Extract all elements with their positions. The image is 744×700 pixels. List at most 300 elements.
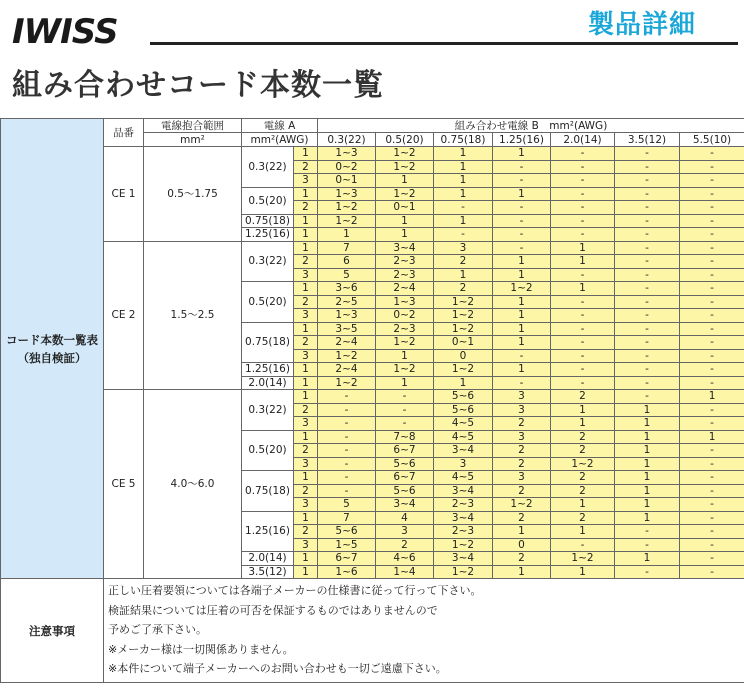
combo-count: -	[680, 282, 744, 296]
combo-count: -	[680, 201, 744, 215]
combo-count: 1~2	[376, 363, 434, 377]
combo-count: 1~3	[318, 147, 376, 161]
combo-count: -	[551, 309, 615, 323]
wire-a-count: 3	[294, 457, 318, 471]
note-line: ※メーカー様は一切関係ありません。	[108, 642, 294, 656]
combo-count: -	[680, 565, 744, 579]
wire-a-size: 0.3(22)	[242, 390, 294, 431]
combo-count: 1	[493, 322, 551, 336]
combo-count: 5~6	[434, 390, 493, 404]
combo-count: -	[318, 417, 376, 431]
combo-count: 5~6	[376, 457, 434, 471]
crimp-range: 1.5～2.5	[144, 241, 242, 390]
combo-count: 4~6	[376, 552, 434, 566]
combo-count: 2~3	[376, 322, 434, 336]
combo-count: -	[318, 403, 376, 417]
combo-count: -	[615, 565, 680, 579]
section-badge: 製品詳細	[588, 10, 697, 40]
combo-count: 1~2	[551, 457, 615, 471]
combo-count: 2~4	[376, 282, 434, 296]
combo-count: 0~1	[318, 174, 376, 188]
combo-count: -	[493, 376, 551, 390]
combo-count: 1	[376, 349, 434, 363]
combo-count: -	[615, 187, 680, 201]
combo-count: -	[680, 484, 744, 498]
combo-count: -	[615, 160, 680, 174]
combo-count: 1	[615, 430, 680, 444]
combo-count: -	[680, 322, 744, 336]
combo-count: 1~2	[434, 538, 493, 552]
combo-count: 1	[493, 295, 551, 309]
wire-a-count: 1	[294, 241, 318, 255]
page-title: 組み合わせコード本数一覧	[12, 68, 384, 103]
combo-count: 5~6	[318, 525, 376, 539]
crimp-range: 0.5～1.75	[144, 147, 242, 242]
combo-count: -	[493, 228, 551, 242]
combo-count: 1	[615, 471, 680, 485]
combo-count: 1	[551, 255, 615, 269]
combo-count: -	[615, 525, 680, 539]
wire-a-count: 1	[294, 376, 318, 390]
b-column-header: 5.5(10)	[680, 133, 744, 147]
combo-count: 2	[551, 430, 615, 444]
combo-count: 2	[434, 282, 493, 296]
combo-count: -	[493, 241, 551, 255]
wire-a-count: 1	[294, 187, 318, 201]
col-wire-a-unit: mm²(AWG)	[242, 133, 318, 147]
combo-count: -	[615, 322, 680, 336]
combo-count: -	[376, 390, 434, 404]
wire-a-count: 3	[294, 498, 318, 512]
combo-count: 1	[680, 430, 744, 444]
combo-count: 5~6	[376, 484, 434, 498]
combo-count: -	[376, 403, 434, 417]
combo-count: 1	[434, 376, 493, 390]
combo-count: 1	[434, 174, 493, 188]
combo-count: 1~3	[318, 309, 376, 323]
combo-count: -	[551, 201, 615, 215]
notes-row	[1, 579, 744, 683]
wire-a-size: 0.75(18)	[242, 214, 294, 228]
combo-count: 3~6	[318, 282, 376, 296]
combo-count: 1~2	[376, 187, 434, 201]
wire-a-count: 1	[294, 363, 318, 377]
wire-a-count: 3	[294, 309, 318, 323]
combo-count: 3	[493, 390, 551, 404]
combo-count: 2	[551, 471, 615, 485]
combo-count: -	[493, 160, 551, 174]
part-number: CE 5	[104, 390, 144, 579]
combo-count: 7~8	[376, 430, 434, 444]
col-range: 電線抱合範囲	[144, 119, 242, 133]
combo-count: 1	[493, 147, 551, 161]
combo-count: 1	[493, 363, 551, 377]
wire-a-count: 1	[294, 390, 318, 404]
combo-count: -	[680, 417, 744, 431]
combo-count: -	[680, 552, 744, 566]
combo-count: 1	[434, 268, 493, 282]
combo-count: -	[680, 241, 744, 255]
combo-count: -	[680, 214, 744, 228]
combo-count: -	[680, 376, 744, 390]
table-row	[1, 147, 744, 161]
combo-count: 2	[493, 457, 551, 471]
combo-count: 2~3	[376, 255, 434, 269]
combo-count: 1	[493, 336, 551, 350]
combo-count: 6~7	[318, 552, 376, 566]
combo-count: 1~2	[434, 322, 493, 336]
wire-a-count: 3	[294, 268, 318, 282]
combo-count: -	[434, 201, 493, 215]
combo-count: -	[551, 160, 615, 174]
combo-count: 6	[318, 255, 376, 269]
header-rule	[150, 42, 738, 45]
combo-count: 1	[551, 498, 615, 512]
combo-count: -	[615, 214, 680, 228]
combo-count: 1	[551, 525, 615, 539]
combo-count: 1	[434, 160, 493, 174]
wire-a-size: 0.5(20)	[242, 282, 294, 323]
combo-count: 2	[376, 538, 434, 552]
wire-a-size: 2.0(14)	[242, 376, 294, 390]
col-range-unit: mm²	[144, 133, 242, 147]
combo-count: 1~2	[434, 309, 493, 323]
combo-count: -	[680, 228, 744, 242]
side-label	[1, 119, 104, 579]
wire-a-count: 3	[294, 417, 318, 431]
table-row	[1, 241, 744, 255]
combo-count: 2	[434, 255, 493, 269]
wire-a-count: 2	[294, 336, 318, 350]
combo-count: 1	[615, 552, 680, 566]
combo-count: -	[680, 444, 744, 458]
combo-count: 1~2	[376, 147, 434, 161]
combo-count: 1~2	[376, 336, 434, 350]
combo-count: -	[615, 241, 680, 255]
combo-count: 1	[318, 228, 376, 242]
combo-count: -	[680, 538, 744, 552]
combo-count: -	[615, 376, 680, 390]
combo-count: -	[680, 160, 744, 174]
side-label-line1: コード本数一覧表	[6, 332, 98, 347]
combo-count: 4	[376, 511, 434, 525]
combo-count: -	[680, 268, 744, 282]
combo-count: -	[615, 363, 680, 377]
wire-a-size: 0.5(20)	[242, 187, 294, 214]
combo-count: 1	[615, 457, 680, 471]
combo-count: 1	[493, 187, 551, 201]
col-wire-b: 組み合わせ電線 B mm²(AWG)	[318, 119, 744, 133]
combo-count: -	[551, 336, 615, 350]
wire-a-count: 2	[294, 201, 318, 215]
combo-count: 1~5	[318, 538, 376, 552]
combo-count: -	[680, 471, 744, 485]
combo-count: 1	[376, 228, 434, 242]
combo-count: -	[493, 214, 551, 228]
combo-count: 1	[376, 214, 434, 228]
combo-count: 2~5	[318, 295, 376, 309]
combo-count: 3~4	[434, 484, 493, 498]
combo-count: -	[615, 228, 680, 242]
header-row-1	[1, 119, 744, 133]
combo-count: 1~3	[318, 187, 376, 201]
crimp-range: 4.0～6.0	[144, 390, 242, 579]
combo-count: -	[551, 228, 615, 242]
combo-count: -	[615, 255, 680, 269]
combo-count: 1	[551, 241, 615, 255]
note-line: 検証結果については圧着の可否を保証するものではありませんので	[108, 603, 438, 617]
combo-count: -	[680, 295, 744, 309]
wire-a-count: 2	[294, 295, 318, 309]
combo-count: -	[551, 376, 615, 390]
combo-count: -	[318, 457, 376, 471]
combo-count: 1	[551, 565, 615, 579]
wire-a-count: 1	[294, 430, 318, 444]
combo-count: 1	[615, 444, 680, 458]
combo-count: 1	[551, 282, 615, 296]
combo-count: -	[615, 390, 680, 404]
wire-a-count: 2	[294, 444, 318, 458]
combo-count: -	[680, 403, 744, 417]
combo-count: 2~3	[434, 525, 493, 539]
combo-count: -	[615, 201, 680, 215]
note-line: 予めご了承下さい。	[108, 623, 207, 636]
col-wire-a: 電線 A	[242, 119, 318, 133]
b-column-header: 1.25(16)	[493, 133, 551, 147]
combo-count: 1	[376, 174, 434, 188]
combo-count: 1~2	[493, 498, 551, 512]
wire-a-size: 0.3(22)	[242, 241, 294, 282]
combo-count: 1~2	[376, 160, 434, 174]
combo-count: 0~1	[434, 336, 493, 350]
combo-count: -	[680, 147, 744, 161]
combo-count: -	[680, 511, 744, 525]
combo-count: -	[615, 174, 680, 188]
combo-count: -	[493, 174, 551, 188]
combo-count: -	[318, 471, 376, 485]
combo-count: 2	[493, 444, 551, 458]
combo-count: -	[615, 538, 680, 552]
combo-count: 2	[551, 484, 615, 498]
wire-a-size: 3.5(12)	[242, 565, 294, 579]
combo-count: 1~2	[318, 201, 376, 215]
combo-count: 2	[493, 552, 551, 566]
wire-a-count: 1	[294, 322, 318, 336]
combo-count: 1~2	[434, 363, 493, 377]
wire-a-size: 0.75(18)	[242, 322, 294, 363]
b-column-header: 0.75(18)	[434, 133, 493, 147]
combo-count: -	[615, 349, 680, 363]
part-number: CE 1	[104, 147, 144, 242]
combo-count: 2	[493, 511, 551, 525]
wire-a-count: 2	[294, 160, 318, 174]
combo-count: -	[434, 228, 493, 242]
col-hinban: 品番	[104, 119, 144, 147]
wire-a-count: 1	[294, 552, 318, 566]
combo-count: 1	[615, 417, 680, 431]
combo-count: 1	[551, 403, 615, 417]
combo-count: -	[551, 174, 615, 188]
combo-count: -	[318, 390, 376, 404]
combo-count: 1~2	[551, 552, 615, 566]
combo-count: 0	[434, 349, 493, 363]
side-label-line2: （独自検証）	[17, 350, 87, 365]
combo-count: 1~3	[376, 295, 434, 309]
combo-count: 4~5	[434, 417, 493, 431]
combo-count: -	[615, 147, 680, 161]
combo-count: -	[551, 268, 615, 282]
combo-count: -	[680, 309, 744, 323]
wire-a-count: 2	[294, 484, 318, 498]
wire-a-count: 3	[294, 174, 318, 188]
combo-count: 3	[434, 457, 493, 471]
combo-count: -	[551, 147, 615, 161]
brand-logo: IWISS	[12, 12, 118, 52]
combo-count: 1~2	[493, 282, 551, 296]
combo-count: 1	[434, 147, 493, 161]
combo-count: 3~4	[376, 498, 434, 512]
combo-count: 2~3	[434, 498, 493, 512]
combo-count: 1	[615, 511, 680, 525]
combo-count: 0~2	[376, 309, 434, 323]
combo-count: 1~4	[376, 565, 434, 579]
combo-count: 3	[493, 403, 551, 417]
combo-count: -	[493, 201, 551, 215]
combo-count: 1	[493, 255, 551, 269]
combo-count: 6~7	[376, 444, 434, 458]
combo-count: -	[551, 349, 615, 363]
wire-a-count: 1	[294, 282, 318, 296]
combo-count: 1	[680, 390, 744, 404]
combo-count: 2	[493, 417, 551, 431]
combo-count: -	[551, 295, 615, 309]
combo-count: 7	[318, 511, 376, 525]
combo-count: 1~2	[318, 376, 376, 390]
wire-a-count: 2	[294, 403, 318, 417]
combo-count: 1	[493, 565, 551, 579]
combo-count: -	[680, 255, 744, 269]
wire-a-size: 0.5(20)	[242, 430, 294, 471]
combo-count: -	[615, 268, 680, 282]
b-column-header: 0.5(20)	[376, 133, 434, 147]
combo-count: 1	[615, 403, 680, 417]
combo-count: 1	[493, 309, 551, 323]
wire-a-count: 1	[294, 228, 318, 242]
combo-count: -	[680, 363, 744, 377]
wire-a-count: 1	[294, 511, 318, 525]
combo-count: -	[680, 457, 744, 471]
combo-count: 1	[493, 268, 551, 282]
wire-a-count: 3	[294, 349, 318, 363]
combo-count: 1	[615, 498, 680, 512]
wire-a-size: 0.75(18)	[242, 471, 294, 512]
combo-count: -	[680, 187, 744, 201]
combo-count: -	[680, 498, 744, 512]
combo-count: 3~4	[434, 511, 493, 525]
combo-count: -	[615, 309, 680, 323]
combo-count: 4~5	[434, 471, 493, 485]
combo-count: 1~2	[318, 214, 376, 228]
wire-a-count: 2	[294, 255, 318, 269]
combo-count: 0~2	[318, 160, 376, 174]
combo-count: 3~4	[434, 444, 493, 458]
combo-count: -	[680, 349, 744, 363]
combo-count: 3	[434, 241, 493, 255]
combo-count: 3	[376, 525, 434, 539]
table-row	[1, 390, 744, 404]
combo-count: 1~2	[318, 349, 376, 363]
combo-count: -	[551, 363, 615, 377]
wire-a-size: 2.0(14)	[242, 552, 294, 566]
wire-a-size: 1.25(16)	[242, 511, 294, 552]
note-line: ※本件について端子メーカーへのお問い合わせも一切ご遠慮下さい。	[108, 662, 447, 675]
combo-count: 2~4	[318, 363, 376, 377]
part-number: CE 2	[104, 241, 144, 390]
combination-table	[0, 118, 744, 683]
notes-label: 注意事項	[1, 579, 104, 683]
combo-count: -	[493, 349, 551, 363]
combo-count: -	[615, 282, 680, 296]
combo-count: 7	[318, 241, 376, 255]
combo-count: 5	[318, 268, 376, 282]
combo-count: 5	[318, 498, 376, 512]
combo-count: 1~2	[434, 565, 493, 579]
combo-count: 3	[493, 471, 551, 485]
combo-count: 1~2	[434, 295, 493, 309]
wire-a-count: 1	[294, 565, 318, 579]
wire-a-size: 1.25(16)	[242, 228, 294, 242]
combo-count: 2	[551, 444, 615, 458]
combo-count: 4~5	[434, 430, 493, 444]
combo-count: -	[615, 295, 680, 309]
combo-count: 2~4	[318, 336, 376, 350]
combo-count: 0	[493, 538, 551, 552]
note-line: 正しい圧着要領については各端子メーカーの仕様書に従って行って下さい。	[108, 584, 482, 597]
combo-count: 3	[493, 430, 551, 444]
combo-count: -	[318, 444, 376, 458]
wire-a-count: 2	[294, 525, 318, 539]
wire-a-size: 0.3(22)	[242, 147, 294, 188]
combo-count: 0~1	[376, 201, 434, 215]
combo-count: -	[680, 174, 744, 188]
wire-a-size: 1.25(16)	[242, 363, 294, 377]
combo-count: -	[376, 417, 434, 431]
wire-a-count: 1	[294, 214, 318, 228]
combo-count: 1	[493, 525, 551, 539]
combo-count: -	[551, 214, 615, 228]
combo-count: -	[551, 538, 615, 552]
combo-count: -	[551, 322, 615, 336]
combo-count: -	[318, 430, 376, 444]
combo-count: 1	[434, 187, 493, 201]
combo-count: 1	[434, 214, 493, 228]
combo-count: -	[680, 525, 744, 539]
combo-count: -	[680, 336, 744, 350]
combo-count: -	[318, 484, 376, 498]
wire-a-count: 3	[294, 538, 318, 552]
notes-text	[104, 579, 744, 683]
combo-count: 2~3	[376, 268, 434, 282]
combo-count: 3~4	[434, 552, 493, 566]
combo-count: 1	[376, 376, 434, 390]
combo-count: -	[615, 336, 680, 350]
combo-count: 1	[551, 417, 615, 431]
wire-a-count: 1	[294, 471, 318, 485]
combo-count: 2	[551, 511, 615, 525]
combo-count: 1~6	[318, 565, 376, 579]
combo-count: 2	[493, 484, 551, 498]
combo-count: 1	[615, 484, 680, 498]
